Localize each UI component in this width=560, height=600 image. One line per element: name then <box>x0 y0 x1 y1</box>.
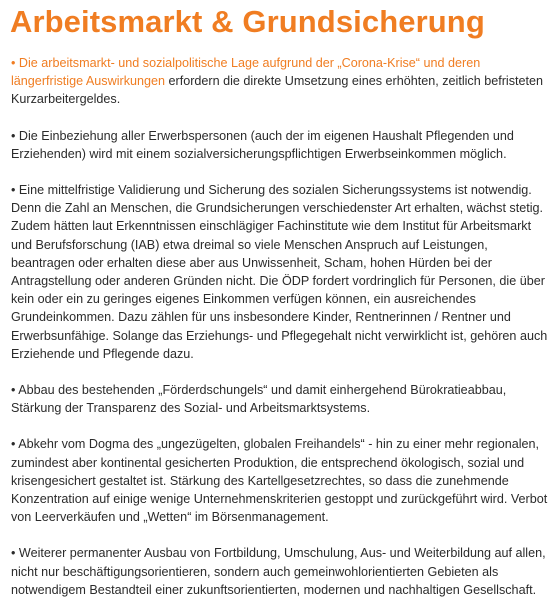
paragraph-freihandel <box>11 435 551 526</box>
highlighted-text: • Die arbeitsmarkt- und sozialpolitische Lage aufgrund der „Corona-Krise“ und deren längerfristige Auswirkungen <box>11 56 481 89</box>
document-page <box>11 0 551 599</box>
paragraph-foerderdschungel <box>11 381 551 417</box>
paragraph-text: erfordern die direkte Umsetzung eines erhöhten, zeitlich befristeten Kurzarbeitergeldes. <box>11 74 544 107</box>
paragraph-kurzarbeitergeld <box>11 54 551 109</box>
page-title: Arbeitsmarkt & Grundsicherung <box>10 4 485 39</box>
paragraph-text: • Die Einbeziehung aller Erwerbspersonen (auch der im eigenen Haushalt Pflegenden und Erziehenden) wird mit einem sozialversicherungspflichtigen Erwerbseinkommen möglich. <box>11 128 514 161</box>
paragraph-text: • Weiterer permanenter Ausbau von Fortbildung, Umschulung, Aus- und Weiterbildung auf allen, nicht nur beschäftigungsorientieren, sondern auch gemeinwohlorientierten Gebieten als notwendigem Bestandteil einer zukunftsorientierten, modernen und nachhaltigen Gesellschaft. <box>11 546 546 597</box>
paragraph-text: • Abbau des bestehenden „Förderdschungels“ und damit einhergehend Bürokratieabbau, Stärkung der Transparenz des Sozial- und Arbeitsmarktsystems. <box>11 383 507 416</box>
paragraph-erwerbspersonen <box>11 127 551 163</box>
paragraph-sicherungssystem <box>11 181 551 363</box>
paragraph-text: • Abkehr vom Dogma des „ungezügelten, globalen Freihandels“ - hin zu einer mehr regionalen, zumindest aber kontinental gesicherten Produktion, die entsprechend ökologisch, sozial und krisengesichert gestaltet ist. Stärkung des Kartellgesetzrechtes, so dass die zunehmende Konzentration auf einige wenige Unternehmenskriterien gestoppt und zurückgeführt wird. Verbot von Leerverkäufen und „Wetten“ im Börsenmanagement. <box>11 437 548 525</box>
paragraph-fortbildung <box>11 544 551 599</box>
paragraph-text: • Eine mittelfristige Validierung und Sicherung des sozialen Sicherungssystems ist notwendig. Denn die Zahl an Menschen, die Grundsicherungen verschiedenster Art erhalten, wächst stetig. Zudem hätten laut Erkenntnissen einschlägiger Fachinstitute wie dem Institut für Arbeitsmarkt und Berufsforschung (IAB) etwa dreimal so viele Menschen Anspruch auf Leistungen, beantragen oder erhalten diese aber aus Unwissenheit, Scham, hohen Hürden bei der Antragstellung oder anderen Gründen nicht. Die ÖDP fordert vordringlich für Personen, die über kein oder ein zu geringes eigenes Einkommen verfügen können, ein ausreichendes Grundeinkommen. Dazu zählen für uns insbesondere Kinder, Rentnerinnen / Rentner und Erwerbsunfähige. Solange das Erziehungs- und Pflegegehalt nicht verwirklicht ist, gehören auch Erziehende und Pflegende dazu. <box>11 183 548 361</box>
